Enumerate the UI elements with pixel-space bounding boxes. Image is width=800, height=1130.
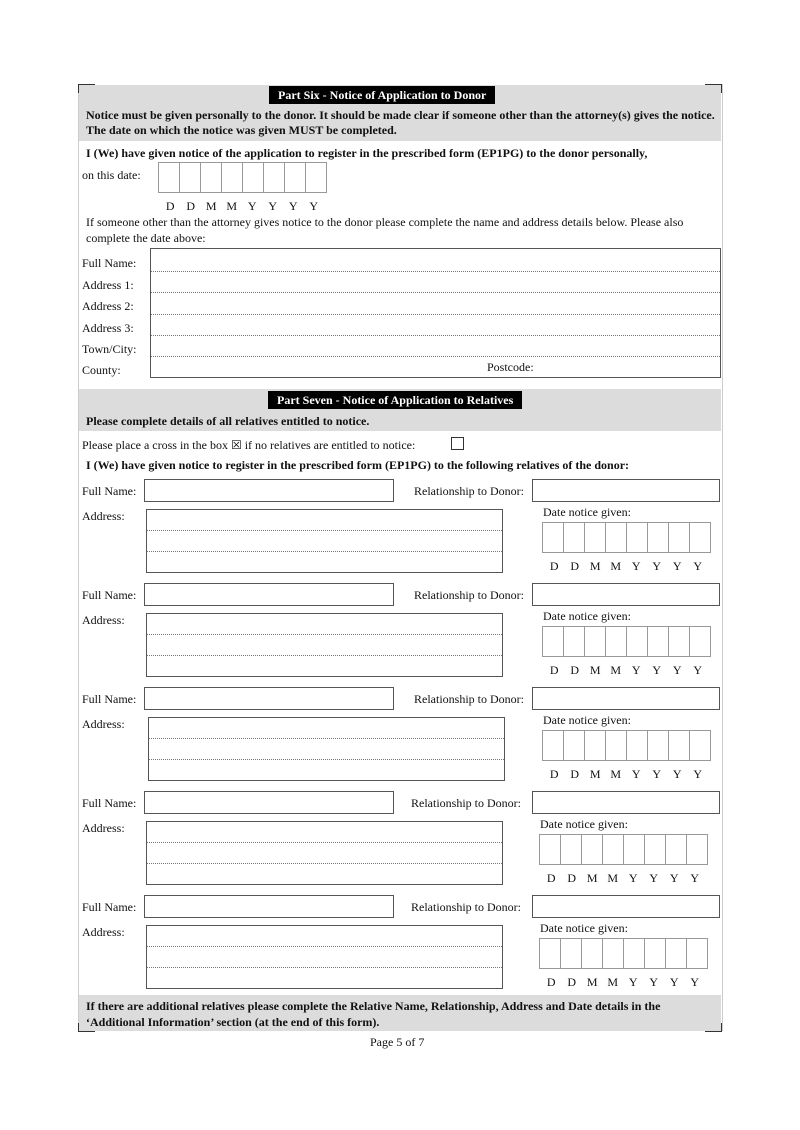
date-format-letter: Y [690,975,700,989]
date-format-letter: D [570,559,580,573]
address2-input[interactable] [151,314,720,315]
part7-instruction: Please complete details of all relatives entitled to notice. [86,414,370,428]
date-format-letter: D [549,663,559,677]
date-format-letter: D [549,767,559,781]
date-format-letter: M [586,975,598,989]
relationship-label: Relationship to Donor: [414,692,524,706]
date-format-letter: Y [652,767,662,781]
date-format-letter: M [589,559,601,573]
date-prompt: on this date: [82,168,141,182]
relationship-label: Relationship to Donor: [411,900,521,914]
part6-title: Part Six - Notice of Application to Donor [269,86,495,104]
date-format-letter: D [546,871,556,885]
part7-title: Part Seven - Notice of Application to Relatives [268,391,522,409]
relationship-label: Relationship to Donor: [411,796,521,810]
date-format-letter: Y [669,871,679,885]
part6-statement: I (We) have given notice of the application to register in the prescribed form (EP1PG) to the donor personally, [86,146,648,160]
no-relatives-prompt: Please place a cross in the box ☒ if no relatives are entitled to notice: [82,438,416,452]
date-format-letter: D [165,199,175,213]
date-format-letter: D [570,767,580,781]
date-format-letter: Y [672,663,682,677]
date-format-labels [541,871,705,886]
date-format-labels [544,559,708,574]
relative-4-name-input[interactable] [144,791,394,814]
no-relatives-checkbox[interactable] [451,437,464,450]
relative-2-date-input[interactable] [543,626,711,657]
part6-instruction: Notice must be given personally to the donor. It should be made clear if someone other than the attorney(s) gives the notice. The date on which the notice was given MUST be completed. [86,108,715,137]
relative-1-name-input[interactable] [144,479,394,502]
donor-notifier-address-box [150,248,721,378]
relative-address-label: Address: [82,509,125,523]
date-format-letter: Y [288,199,298,213]
relative-3-relationship-input[interactable] [532,687,720,710]
county-label: County: [82,363,121,377]
relative-4-relationship-input[interactable] [532,791,720,814]
date-notice-given-label: Date notice given: [543,609,631,623]
town-input[interactable] [151,356,720,357]
date-format-letter: M [205,199,217,213]
date-format-labels [160,199,324,214]
date-format-letter: Y [672,767,682,781]
date-format-letter: M [607,871,619,885]
relative-5-name-input[interactable] [144,895,394,918]
address2-label: Address 2: [82,299,134,313]
date-format-letter: Y [672,559,682,573]
date-format-letter: Y [628,975,638,989]
date-format-letter: D [567,975,577,989]
relative-full-name-label: Full Name: [82,588,137,602]
date-format-letter: Y [652,559,662,573]
relative-address-label: Address: [82,925,125,939]
date-format-letter: M [607,975,619,989]
date-format-letter: D [186,199,196,213]
relative-full-name-label: Full Name: [82,692,137,706]
part7-statement: I (We) have given notice to register in the prescribed form (EP1PG) to the following relatives of the donor: [86,458,630,472]
date-notice-given-label: Date notice given: [540,817,628,831]
date-format-letter: Y [693,663,703,677]
relationship-label: Relationship to Donor: [414,588,524,602]
date-format-letter: D [570,663,580,677]
date-format-letter: Y [631,663,641,677]
date-notice-given-label: Date notice given: [543,505,631,519]
date-format-letter: Y [628,871,638,885]
town-label: Town/City: [82,342,137,356]
date-format-labels [544,663,708,678]
date-format-labels [544,767,708,782]
relative-1-relationship-input[interactable] [532,479,720,502]
relative-full-name-label: Full Name: [82,900,137,914]
date-format-letter: M [586,871,598,885]
address3-label: Address 3: [82,321,134,335]
relationship-label: Relationship to Donor: [414,484,524,498]
relative-2-name-input[interactable] [144,583,394,606]
date-format-letter: Y [247,199,257,213]
full-name-input[interactable] [151,271,720,272]
relative-3-name-input[interactable] [144,687,394,710]
page-number: Page 5 of 7 [370,1035,425,1049]
relative-3-address-box[interactable] [148,717,505,781]
date-notice-given-label: Date notice given: [540,921,628,935]
date-format-letter: Y [268,199,278,213]
relative-2-relationship-input[interactable] [532,583,720,606]
date-format-letter: M [589,767,601,781]
date-format-letter: Y [652,663,662,677]
relative-5-address-box[interactable] [146,925,503,989]
date-format-letter: D [546,975,556,989]
relative-4-address-box[interactable] [146,821,503,885]
relative-address-label: Address: [82,613,125,627]
relative-address-label: Address: [82,717,125,731]
relative-full-name-label: Full Name: [82,484,137,498]
relative-3-date-input[interactable] [543,730,711,761]
date-format-letter: Y [649,871,659,885]
additional-relatives-note: If there are additional relatives please complete the Relative Name, Relationship, Address and Date details in the ‘Additional Information’ section (at the end of this form). [86,999,661,1029]
relative-address-label: Address: [82,821,125,835]
relative-5-relationship-input[interactable] [532,895,720,918]
date-format-letter: Y [669,975,679,989]
relative-full-name-label: Full Name: [82,796,137,810]
full-name-label: Full Name: [82,256,137,270]
date-format-letter: Y [693,767,703,781]
date-format-letter: Y [693,559,703,573]
address3-input[interactable] [151,335,720,336]
donor-notice-date-input[interactable] [159,162,327,193]
date-format-letter: D [567,871,577,885]
part6-other-note: If someone other than the attorney gives notice to the donor please complete the name and address details below. Please also complete the date above: [86,215,684,245]
relative-1-date-input[interactable] [543,522,711,553]
postcode-label: Postcode: [487,360,534,374]
date-format-letter: M [610,663,622,677]
relative-5-date-input[interactable] [540,938,708,969]
relative-4-date-input[interactable] [540,834,708,865]
date-format-letter: Y [649,975,659,989]
date-format-letter: Y [309,199,319,213]
date-format-letter: M [610,767,622,781]
date-format-labels [541,975,705,990]
date-format-letter: Y [690,871,700,885]
date-format-letter: Y [631,559,641,573]
relative-2-address-box[interactable] [146,613,503,677]
date-format-letter: M [226,199,238,213]
date-format-letter: Y [631,767,641,781]
date-notice-given-label: Date notice given: [543,713,631,727]
date-format-letter: M [589,663,601,677]
relative-1-address-box[interactable] [146,509,503,573]
address1-label: Address 1: [82,278,134,292]
address1-input[interactable] [151,292,720,293]
date-format-letter: D [549,559,559,573]
date-format-letter: M [610,559,622,573]
